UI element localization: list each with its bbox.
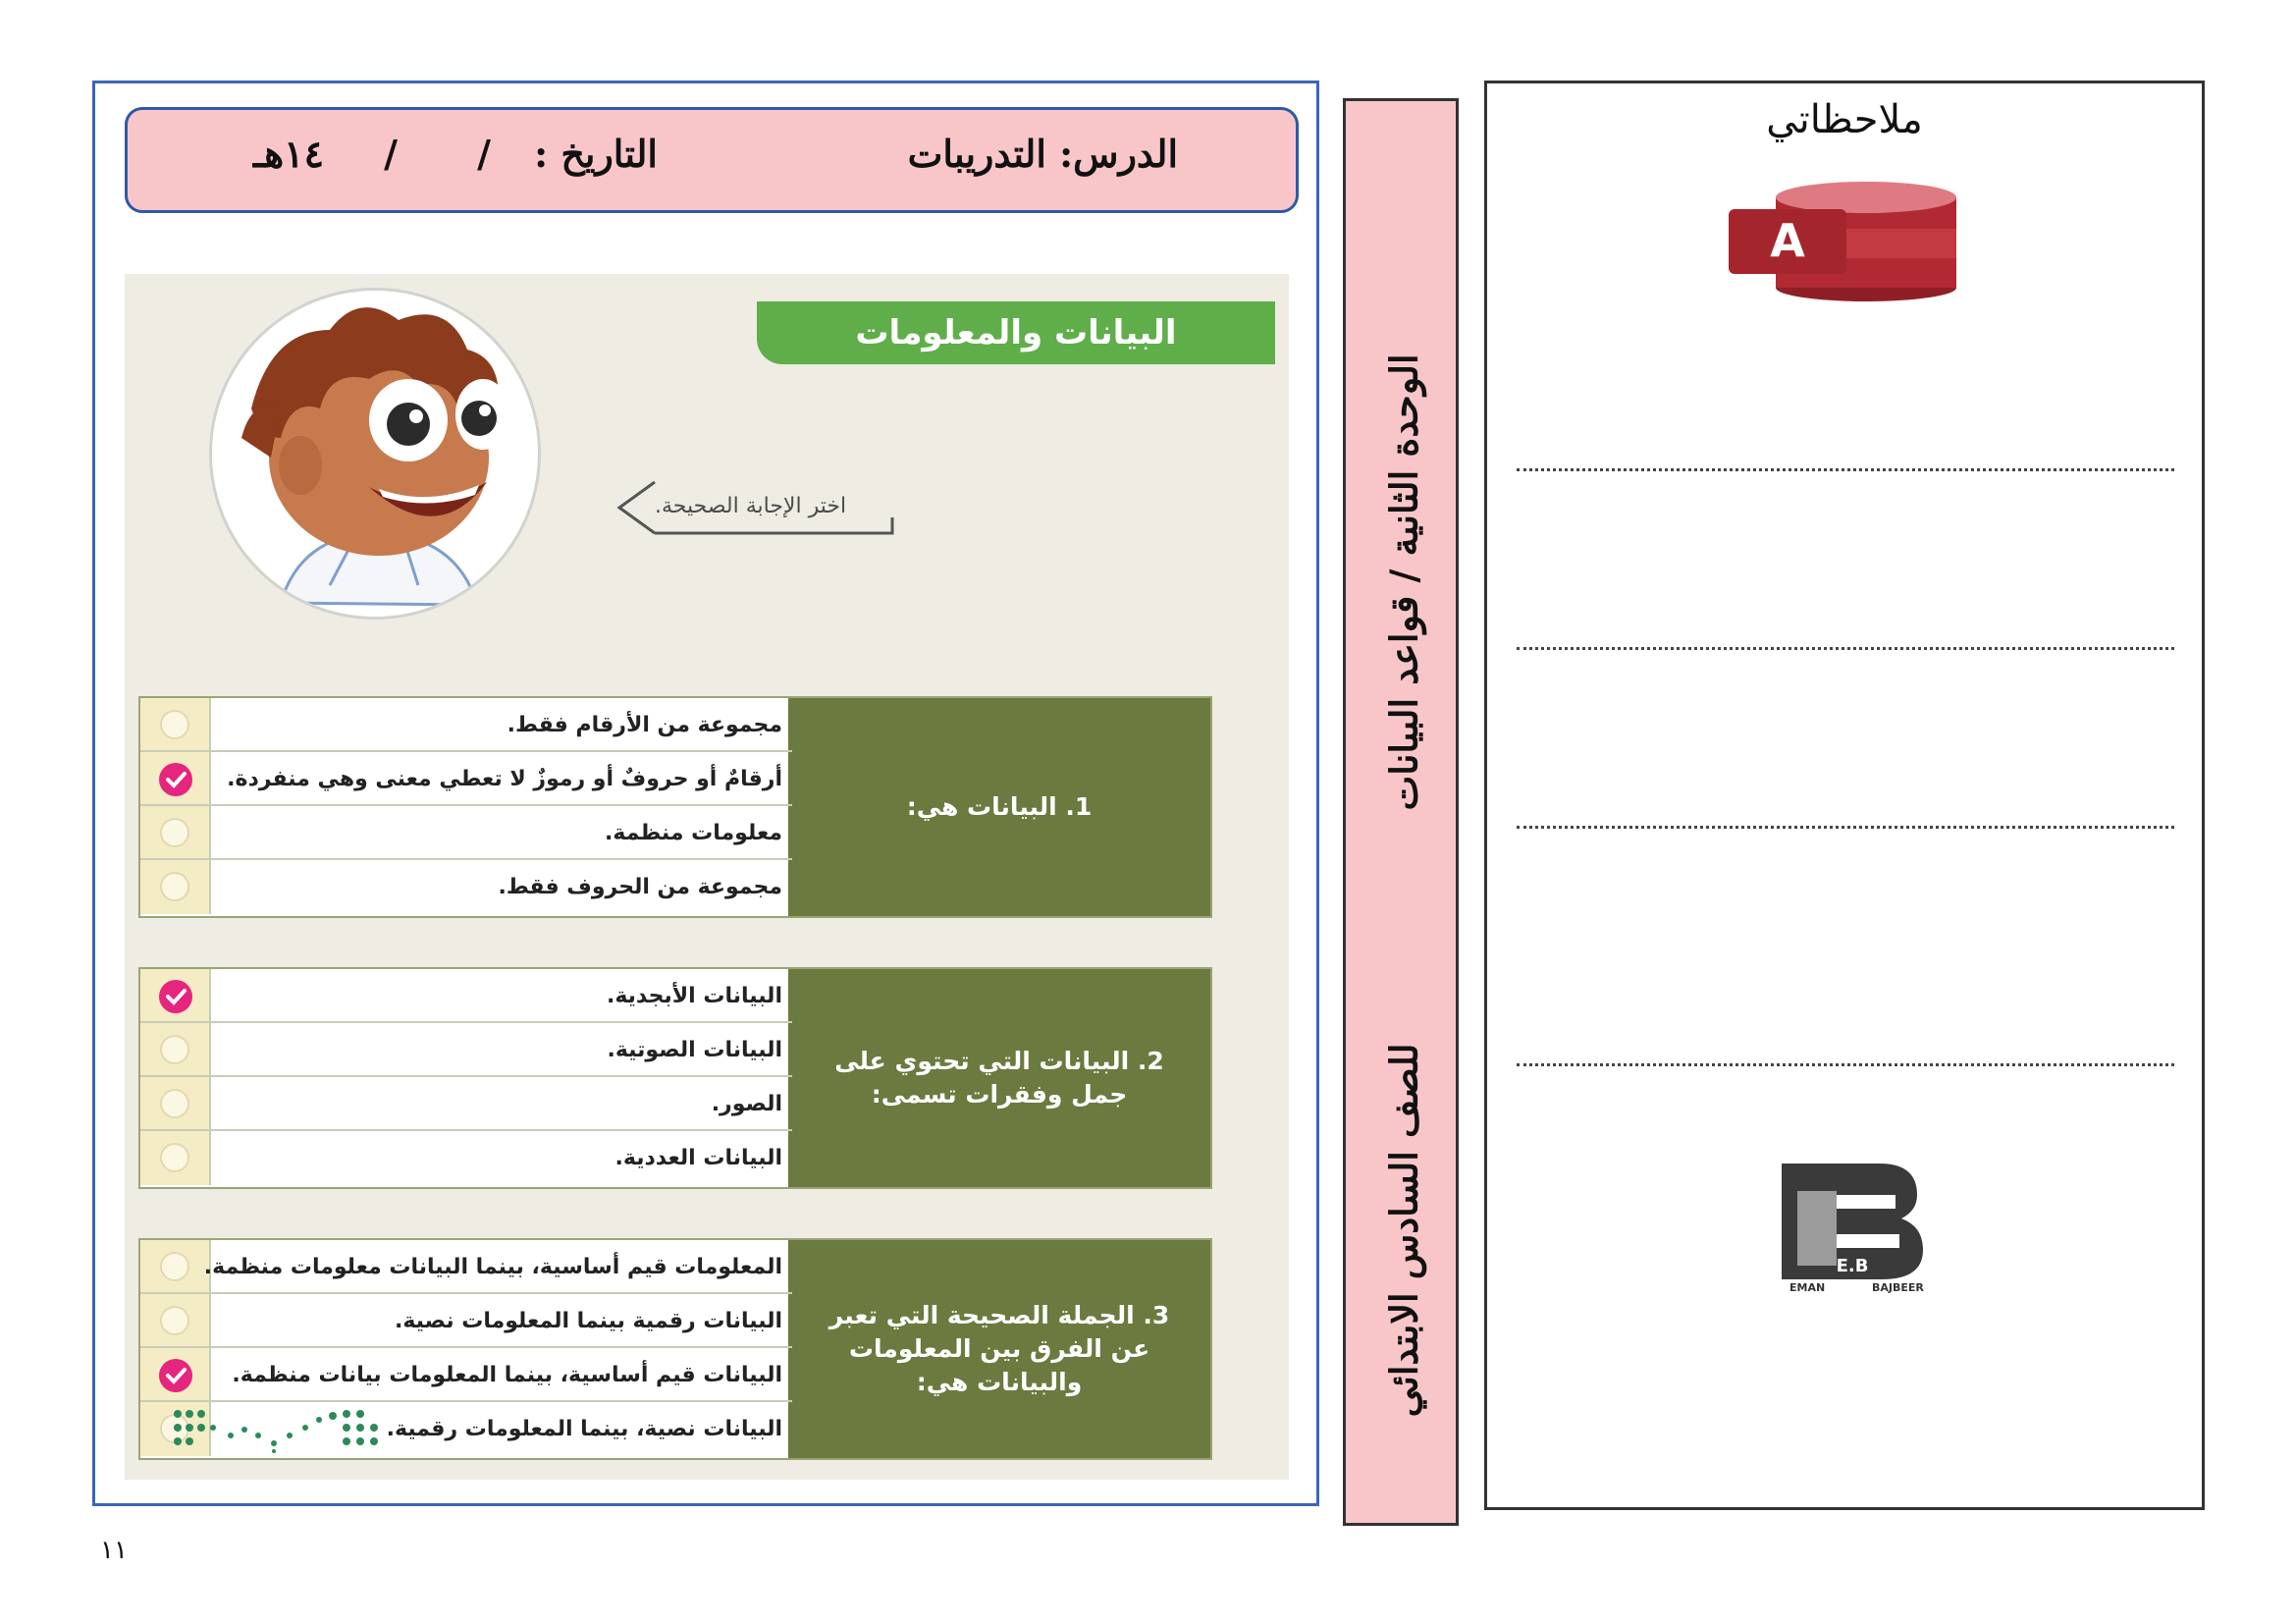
- date-hijri-suffix: ١٤هـ: [253, 132, 324, 176]
- svg-text:E.B: E.B: [1836, 1256, 1869, 1276]
- q3-option-4[interactable]: البيانات نصية، بينما المعلومات رقمية.: [140, 1402, 792, 1456]
- worksheet-frame: [92, 81, 1319, 1506]
- checkmark-icon[interactable]: [159, 763, 192, 796]
- q1-option-4[interactable]: مجموعة من الحروف فقط.: [140, 860, 792, 914]
- q3-option-2[interactable]: البيانات رقمية بينما المعلومات نصية.: [140, 1294, 792, 1348]
- note-line[interactable]: [1517, 647, 2174, 650]
- date-slash: /: [477, 132, 491, 176]
- notes-panel: [1484, 81, 2205, 1510]
- question-1-table: [138, 696, 1212, 918]
- lesson-title: الدرس: التدريبات: [907, 132, 1178, 176]
- notes-title: ملاحظاتي: [1766, 97, 1923, 142]
- vision-2030-dots-icon: [172, 1406, 398, 1455]
- q3-option-1[interactable]: المعلومات قيم أساسية، بينما البيانات معلومات منظمة.: [140, 1240, 792, 1294]
- radio-empty-icon[interactable]: [160, 1143, 189, 1172]
- lesson-header: [125, 107, 1299, 213]
- textbook-panel: [125, 274, 1289, 1480]
- question-1-label: 1. البيانات هي:: [788, 698, 1210, 916]
- note-line[interactable]: [1517, 826, 2174, 829]
- page-number: ١١: [100, 1536, 128, 1565]
- section-title: البيانات والمعلومات: [757, 301, 1275, 364]
- checkmark-icon[interactable]: [159, 980, 192, 1013]
- note-line[interactable]: [1517, 468, 2174, 471]
- q2-option-1[interactable]: البيانات الأبجدية.: [140, 969, 792, 1023]
- question-2-table: [138, 967, 1212, 1189]
- radio-empty-icon[interactable]: [160, 1252, 189, 1281]
- svg-text:BAJBEER: BAJBEER: [1872, 1281, 1924, 1293]
- q2-option-3[interactable]: الصور.: [140, 1077, 792, 1131]
- q2-option-2[interactable]: البيانات الصوتية.: [140, 1023, 792, 1077]
- grade-title: للصف السادس الابتدائي: [1381, 1043, 1426, 1418]
- question-2-label: 2. البيانات التي تحتوي على جمل وفقرات تسمى:: [788, 969, 1210, 1187]
- radio-empty-icon[interactable]: [160, 1089, 189, 1118]
- access-logo-icon: [1729, 178, 1964, 303]
- q1-option-1[interactable]: مجموعة من الأرقام فقط.: [140, 698, 792, 752]
- q1-option-3[interactable]: معلومات منظمة.: [140, 806, 792, 860]
- unit-banner: [1343, 98, 1459, 1526]
- svg-text:EMAN: EMAN: [1789, 1281, 1826, 1293]
- boy-character-icon: [212, 291, 538, 617]
- instruction-text: اختر الإجابة الصحيحة.: [655, 494, 847, 518]
- svg-text:A: A: [1770, 214, 1805, 267]
- q3-option-3[interactable]: البيانات قيم أساسية، بينما المعلومات بيانات منظمة.: [140, 1348, 792, 1402]
- q1-option-2[interactable]: أرقامٌ أو حروفٌ أو رموزٌ لا تعطي معنى وهي منفردة.: [140, 752, 792, 806]
- radio-empty-icon[interactable]: [160, 710, 189, 739]
- date-label: التاريخ :: [534, 132, 658, 176]
- radio-empty-icon[interactable]: [160, 872, 189, 901]
- date-slash: /: [384, 132, 398, 176]
- avatar-illustration: [209, 288, 541, 620]
- question-3-table: [138, 1238, 1212, 1460]
- q2-option-4[interactable]: البيانات العددية.: [140, 1131, 792, 1185]
- radio-empty-icon[interactable]: [160, 1035, 189, 1064]
- radio-empty-icon[interactable]: [160, 818, 189, 847]
- checkmark-icon[interactable]: [159, 1359, 192, 1392]
- unit-title: الوحدة الثانية / قواعد البيانات: [1381, 353, 1426, 811]
- note-line[interactable]: [1517, 1063, 2174, 1066]
- eb-logo-icon: [1762, 1156, 1939, 1293]
- question-3-label: 3. الجملة الصحيحة التي تعبر عن الفرق بين المعلومات والبيانات هي:: [788, 1240, 1210, 1458]
- radio-empty-icon[interactable]: [160, 1306, 189, 1335]
